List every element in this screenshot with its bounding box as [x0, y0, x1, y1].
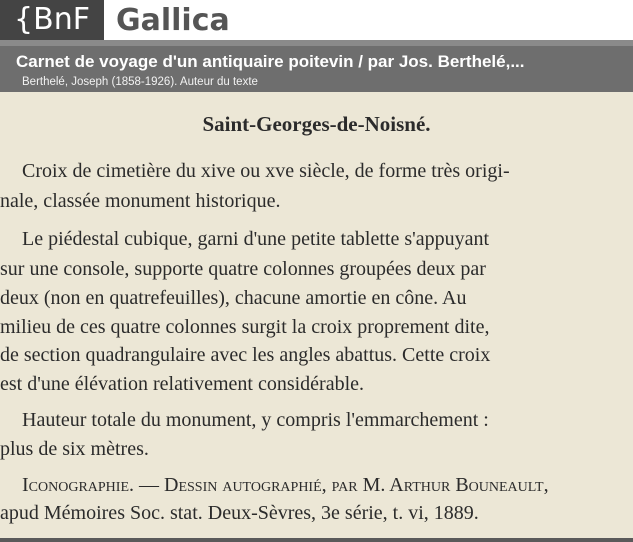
gallica-logo[interactable]: Gallica [116, 2, 230, 38]
document-page [0, 92, 633, 538]
bottom-edge [0, 538, 633, 542]
text-line: Croix de cimetière du xive ou xve siècle, de forme très origi- [22, 160, 510, 182]
document-info-bar [0, 40, 633, 92]
bnf-logo-text: {BnF [14, 1, 90, 37]
text-line: de section quadrangulaire avec les angles abattus. Cette croix [0, 344, 491, 366]
text-line: est d'une élévation relativement considérable. [0, 373, 365, 395]
text-line: Hauteur totale du monument, y compris l'emmarchement : [22, 409, 489, 431]
page-heading: Saint-Georges-de-Noisné. [202, 112, 431, 136]
document-author[interactable]: Berthelé, Joseph (1858-1926). Auteur du texte [22, 76, 258, 88]
text-line: deux (non en quatrefeuilles), chacune amortie en cône. Au [0, 287, 467, 309]
text-line: milieu de ces quatre colonnes surgit la croix proprement dite, [0, 316, 490, 338]
top-bar [0, 0, 633, 40]
bnf-logo[interactable] [0, 0, 104, 40]
text-line: apud Mémoires Soc. stat. Deux-Sèvres, 3e série, t. vi, 1889. [0, 502, 479, 524]
text-line: plus de six mètres. [0, 438, 149, 460]
text-line: Le piédestal cubique, garni d'une petite tablette s'appuyant [22, 228, 490, 250]
text-line: Iconographie. — Dessin autographié, par M. Arthur Bouneault, [22, 474, 549, 496]
document-title[interactable]: Carnet de voyage d'un antiquaire poitevin / par Jos. Berthelé,... [16, 52, 525, 71]
text-line: sur une console, supporte quatre colonnes groupées deux par [0, 258, 486, 280]
text-line: nale, classée monument historique. [0, 190, 281, 212]
